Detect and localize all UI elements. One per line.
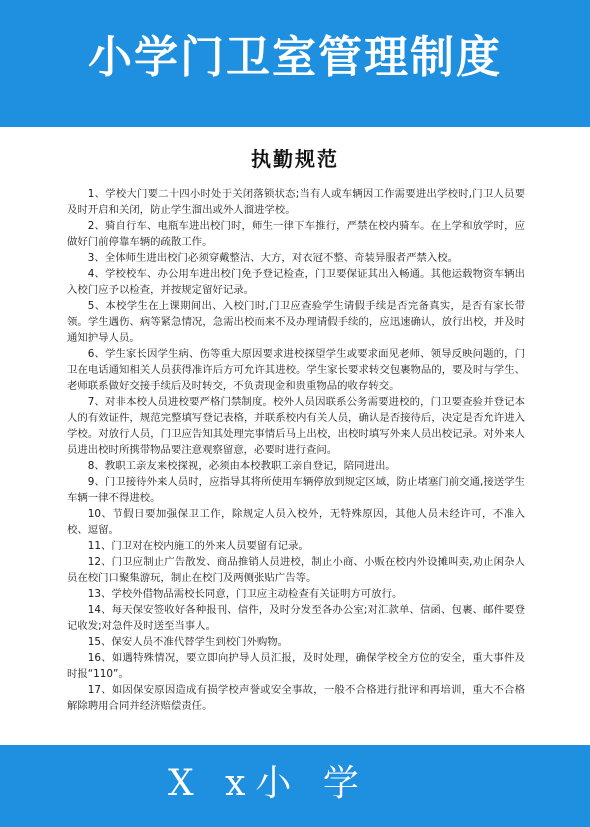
- rule-item: 4、学校校车、办公用车进出校门免予登记检查，门卫要保证其出入畅通。其他运载物资车辆出入校门应予以检查，并按规定留好记录。: [67, 268, 525, 296]
- rule-item: 8、教职工亲友来校探视，必须由本校教职工亲自登记，陪同进出。: [87, 460, 396, 472]
- rule-item: 1、学校大门要二十四小时处于关闭落锁状态;当有人或车辆因工作需要进出学校时,门卫人员要及时开启和关闭，防止学生溜出或外人溜进学校。: [67, 188, 525, 216]
- rule-item: 5、本校学生在上课期间出、入校门时,门卫应查验学生请假手续是否完备真实，是否有家长带领。学生遇伤、病等紧急情况，急需出校而来不及办理请假手续的，应迅速确认，放行出校，并及时通知护导人员。: [67, 300, 525, 344]
- rule-item: 11、门卫对在校内施工的外来人员要留有记录。: [87, 540, 309, 552]
- school-name: X x小 学: [168, 763, 369, 804]
- rule-item: 2、骑自行车、电瓶车进出校门时，师生一律下车推行，严禁在校内骑车。在上学和放学时，应做好门前停靠车辆的疏散工作。: [67, 220, 525, 248]
- rule-item: 7、对非本校人员进校要严格门禁制度。校外人员因联系公务需要进校的，门卫要查验并登记本人的有效证件，规范完整填写登记表格，并联系校内有关人员，确认是否接待后，决定是否允许进入学校。对放行人员，门卫应告知其处理完事情后马上出校，出校时填写外来人员出校记录。对外来人员进出校时所携带物品要注意观察留意，必要时进行查问。: [67, 396, 525, 456]
- rule-item: 15、保安人员不准代替学生到校门外购物。: [87, 636, 289, 648]
- rule-item: 16、如遇特殊情况，要立即向护导人员汇报，及时处理，确保学校全方位的安全，重大事件及时报“110”。: [67, 652, 525, 680]
- rule-item: 9、门卫接待外来人员时，应指导其将所使用车辆停放到规定区域，防止堵塞门前交通,接送学生车辆一律不得进校。: [67, 476, 525, 504]
- rule-item: 13、学校外借物品需校长同意，门卫应主动检查有关证明方可放行。: [87, 588, 403, 600]
- rule-item: 6、学生家长因学生病、伤等重大原因要求进校探望学生或要求面见老师、领导反映问题的，门卫在电话通知相关人员获得准许后方可允许其进校。学生家长要求转交包裹物品的，要及时与学生、老师联系做好交接手续后及时转交，不负责现金和贵重物品的收存转交。: [67, 348, 525, 392]
- rule-item: 12、门卫应制止广告散发、商品推销人员进校，制止小商、小贩在校内外设摊叫卖,劝止闲杂人员在校门口聚集游玩，制止在校门及两侧张贴广告等。: [67, 556, 525, 584]
- rule-item: 3、全体师生进出校门必须穿戴整洁、大方，对衣冠不整、奇装异服者严禁入校。: [87, 252, 459, 264]
- rule-item: 14、每天保安签收好各种报刊、信件，及时分发至各办公室;对汇款单、信函、包裹、邮件要登记收发;对急件及时送至当事人。: [67, 604, 525, 632]
- section-title: 执勤规范: [251, 147, 339, 171]
- footer-banner: [0, 745, 590, 827]
- rule-item: 10、节假日要加强保卫工作，除规定人员入校外，无特殊原因，其他人员未经许可，不准入校、逗留。: [67, 508, 525, 536]
- rules-list: [67, 186, 525, 714]
- page-title: 小学门卫室管理制度: [88, 32, 502, 83]
- rule-item: 17、如因保安原因造成有损学校声誉或安全事故，一般不合格进行批评和再培训，重大不合格解除聘用合同并经济赔偿责任。: [67, 684, 525, 712]
- header-banner: [0, 0, 590, 127]
